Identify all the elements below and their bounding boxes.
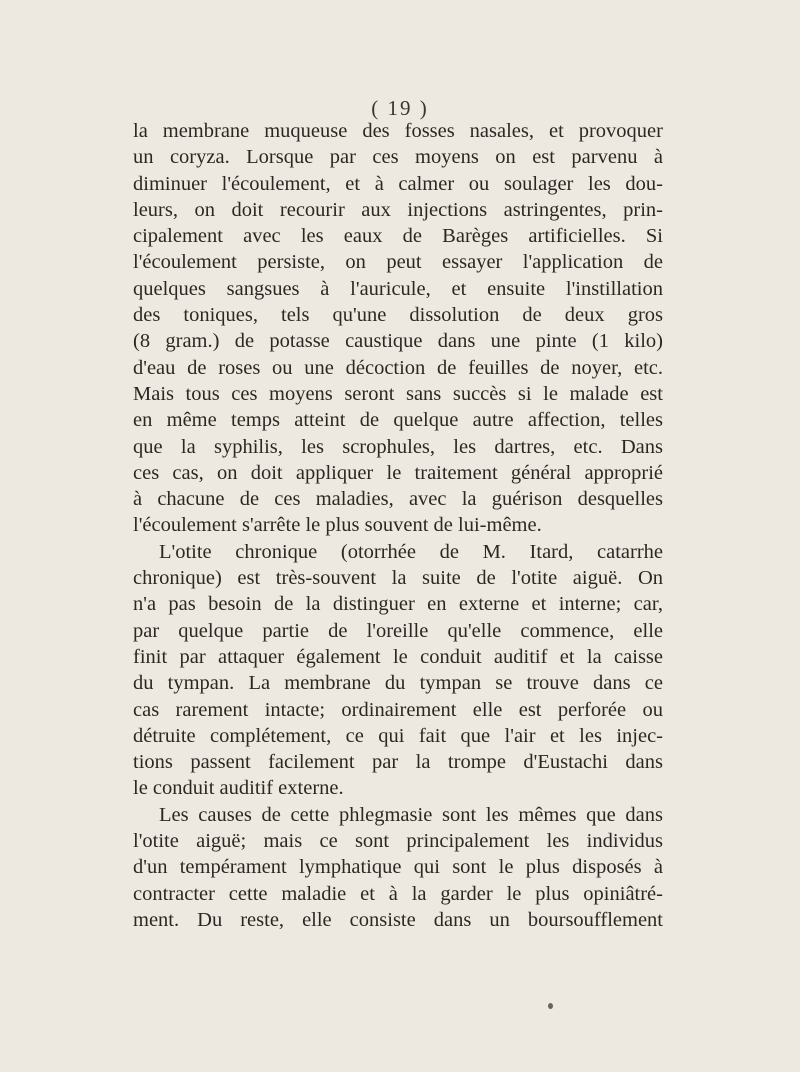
text-line: (8 gram.) de potasse caustique dans une pinte (1 kilo) — [133, 330, 663, 353]
text-line: l'otite aiguë; mais ce sont principalement les individus — [133, 830, 663, 853]
text-line: du tympan. La membrane du tympan se trouve dans ce — [133, 672, 663, 695]
ink-speck — [548, 1003, 553, 1009]
text-line: L'otite chronique (otorrhée de M. Itard, catarrhe — [159, 540, 663, 563]
text-line: diminuer l'écoulement, et à calmer ou soulager les dou- — [133, 172, 663, 195]
text-line: en même temps atteint de quelque autre affection, telles — [133, 409, 663, 432]
text-line: contracter cette maladie et à la garder le plus opiniâtré- — [133, 882, 663, 905]
text-line: à chacune de ces maladies, avec la guérison desquelles — [133, 488, 663, 511]
text-line: par quelque partie de l'oreille qu'elle commence, elle — [133, 619, 663, 642]
text-line: l'écoulement s'arrête le plus souvent de lui-même. — [133, 514, 542, 537]
text-line: tions passent facilement par la trompe d'Eustachi dans — [133, 751, 663, 774]
text-line: des toniques, tels qu'une dissolution de deux gros — [133, 304, 663, 327]
text-line: détruite complétement, ce qui fait que l'air et les injec- — [133, 724, 663, 747]
text-line: la membrane muqueuse des fosses nasales, et provoquer — [133, 120, 663, 142]
body-text — [133, 118, 663, 933]
text-line: le conduit auditif externe. — [133, 777, 344, 800]
text-line: l'écoulement persiste, on peut essayer l'application de — [133, 251, 663, 274]
text-line: d'un tempérament lymphatique qui sont le plus disposés à — [133, 856, 663, 879]
text-line: leurs, on doit recourir aux injections astringentes, prin- — [133, 198, 663, 221]
text-line: que la syphilis, les scrophules, les dartres, etc. Dans — [133, 435, 663, 458]
text-line: Les causes de cette phlegmasie sont les mêmes que dans — [159, 803, 663, 826]
text-line: cipalement avec les eaux de Barèges artificielles. Si — [133, 225, 663, 248]
text-line: chronique) est très-souvent la suite de l'otite aiguë. On — [133, 567, 663, 590]
text-line: finit par attaquer également le conduit auditif et la caisse — [133, 645, 663, 668]
text-line: ces cas, on doit appliquer le traitement général approprié — [133, 461, 663, 484]
text-line: quelques sangsues à l'auricule, et ensuite l'instillation — [133, 277, 663, 300]
text-line: n'a pas besoin de la distinguer en externe et interne; car, — [133, 593, 663, 616]
text-line: d'eau de roses ou une décoction de feuilles de noyer, etc. — [133, 356, 663, 379]
page-number: ( 19 ) — [371, 96, 429, 120]
text-line: ment. Du reste, elle consiste dans un boursoufflement — [133, 908, 663, 931]
text-line: cas rarement intacte; ordinairement elle est perforée ou — [133, 698, 663, 721]
text-line: Mais tous ces moyens seront sans succès si le malade est — [133, 382, 663, 405]
text-line: un coryza. Lorsque par ces moyens on est parvenu à — [133, 146, 663, 169]
